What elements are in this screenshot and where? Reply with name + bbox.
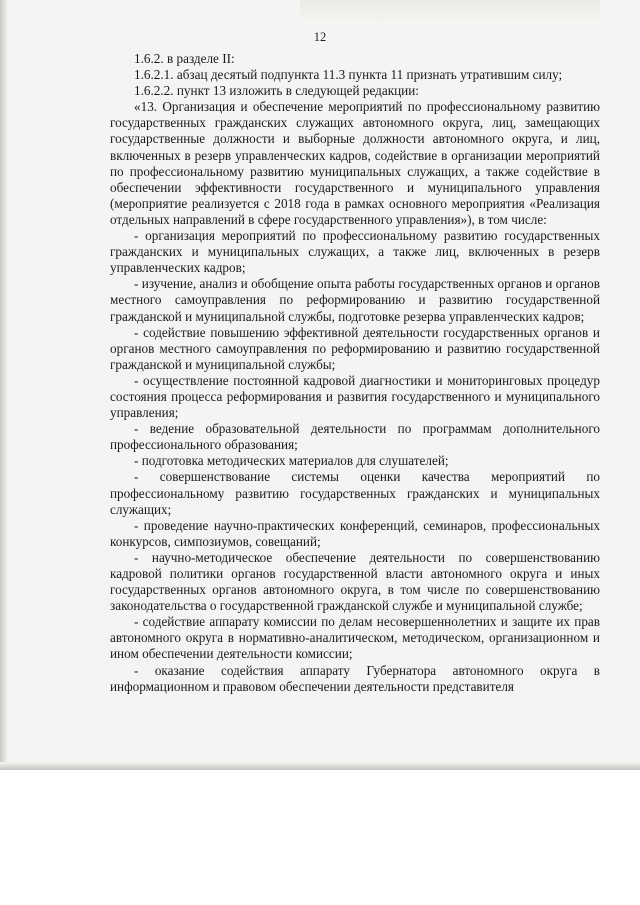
list-item: - совершенствование системы оценки качества мероприятий по профессиональному развитию государственных гражданских и муниципальных служащих; (110, 469, 600, 517)
paragraph: «13. Организация и обеспечение мероприятий по профессиональному развитию государственных гражданских служащих автономного округа, лиц, замещающих государственные должности и выборные должности автономного округа, и лиц, включенных в резерв управленческих кадров, содействие в организации мероприятий по профессиональному развитию муниципальных служащих, а также содействие в обеспечении эффективности государственного и муниципального управления (мероприятие реализуется с 2018 года в рамках основного мероприятия «Реализация отдельных направлений в сфере государственного управления»), в том числе: (110, 99, 600, 227)
list-item: - научно-методическое обеспечение деятельности по совершенствованию кадровой политики органов государственной власти автономного округа и иных государственных органов автономного округа, в том числе по совершенствованию законодательства о государственной гражданской службе и муниципальной службе; (110, 549, 600, 614)
list-item: - содействие повышению эффективной деятельности государственных органов и органов местного самоуправления по реформированию и развитию государственной гражданской и муниципальной службы; (110, 324, 600, 372)
scan-shadow-left (0, 0, 8, 770)
document-body (110, 51, 600, 695)
paragraph: 1.6.2.1. абзац десятый подпункта 11.3 пункта 11 признать утратившим силу; (134, 67, 563, 83)
list-item: - подготовка методических материалов для слушателей; (134, 453, 449, 469)
list-item: - изучение, анализ и обобщение опыта работы государственных органов и органов местного самоуправления по реформированию и развитию государственной гражданской и муниципальной службы, подготовке резерва управленческих кадров; (110, 276, 600, 324)
page-number: 12 (313, 30, 327, 44)
list-item: - оказание содействия аппарату Губернатора автономного округа в информационном и правовом обеспечении деятельности представителя (110, 662, 600, 694)
paragraph: 1.6.2.2. пункт 13 изложить в следующей редакции: (134, 83, 419, 99)
paragraph: 1.6.2. в разделе II: (134, 51, 235, 66)
list-item: - содействие аппарату комиссии по делам несовершеннолетних и защите их прав автономного округа в нормативно-аналитическом, методическом, организационном и ином обеспечении деятельности комиссии; (110, 614, 600, 662)
list-item: - осуществление постоянной кадровой диагностики и мониторинговых процедур состояния процесса реформирования и развития государственного и муниципального управления; (110, 372, 600, 421)
scan-shadow-bottom (0, 762, 640, 770)
scan-bleed-through (300, 0, 600, 22)
list-item: - проведение научно-практических конференций, семинаров, профессиональных конкурсов, симпозиумов, совещаний; (110, 517, 600, 549)
list-item: - организация мероприятий по профессиональному развитию государственных гражданских и муниципальных служащих, а также лиц, включенных в резерв управленческих кадров; (110, 228, 600, 276)
blank-margin (0, 770, 640, 905)
list-item: - ведение образовательной деятельности по программам дополнительного профессионального образования; (110, 421, 600, 453)
